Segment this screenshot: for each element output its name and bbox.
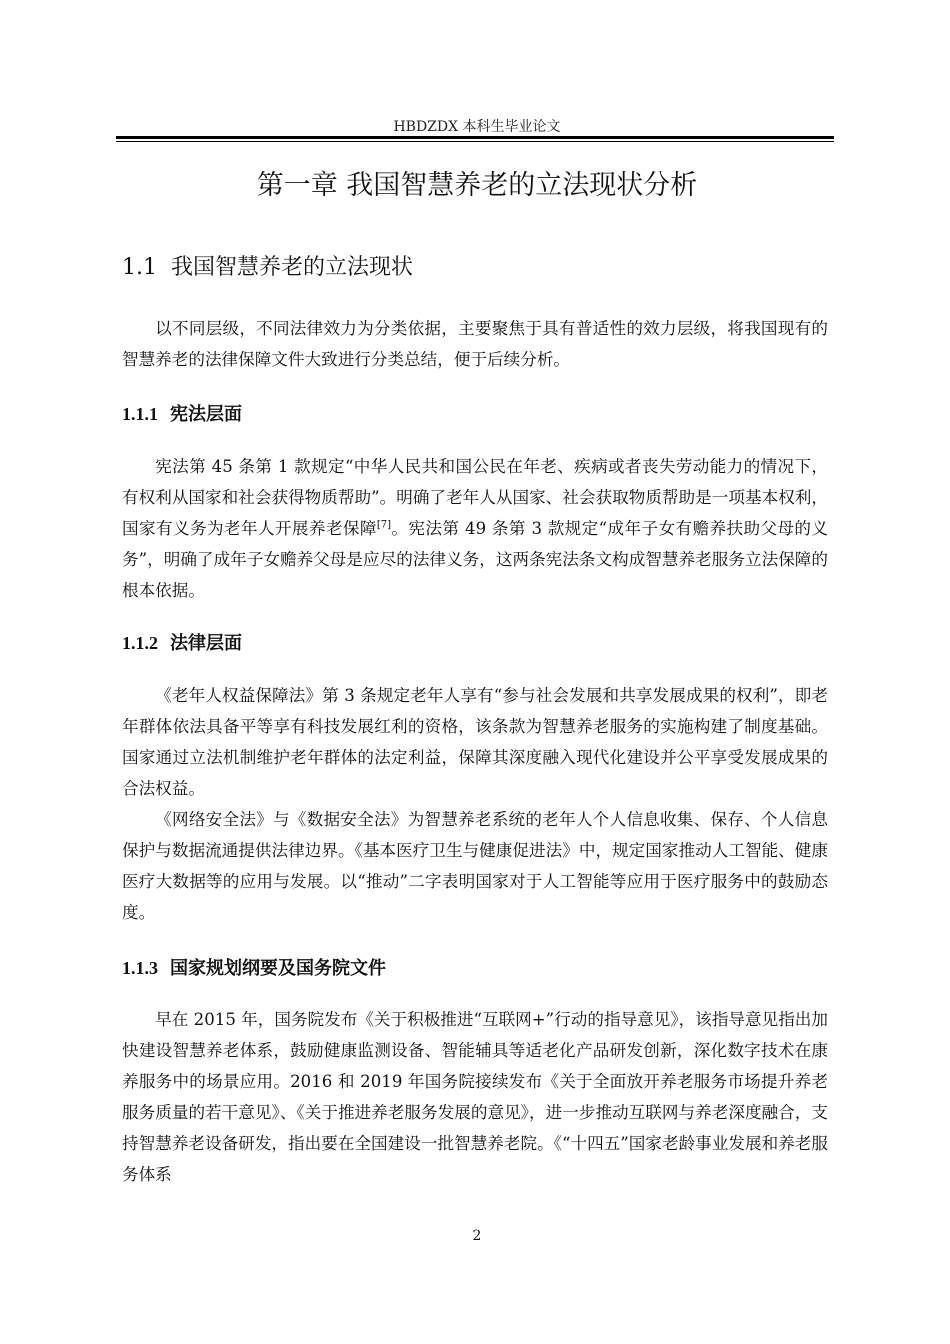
law-paragraph-2: 《网络安全法》与《数据安全法》为智慧养老系统的老年人个人信息收集、保存、个人信息保护与数据流通提供法律边界。《基本医疗卫生与健康促进法》中，规定国家推动人工智能、健康医疗大数据等的应用与发展。以“推动”二字表明国家对于人工智能等应用于医疗服务中的鼓励态度。 <box>122 810 828 922</box>
section-title-text: 我国智慧养老的立法现状 <box>171 255 414 280</box>
constitution-text-part1: 宪法第 45 条第 1 款规定“中华人民共和国公民在年老、疾病或者丧失劳动能力的情况下，有权利从国家和社会获得物质帮助”。明确了老年人从国家、社会获取物质帮助是一项基本权利，国家有义务为老年人开展养老保障 <box>122 457 828 538</box>
header-rule-thin <box>116 141 834 142</box>
header-rule-thick <box>116 136 834 139</box>
chapter-title: 第一章 我国智慧养老的立法现状分析 <box>256 170 698 201</box>
subsection-heading-1-1-1 <box>122 400 242 426</box>
section-heading-1-1 <box>122 250 413 281</box>
citation-marker: [7] <box>376 519 392 531</box>
subsection-number: 1.1.1 <box>122 404 158 424</box>
subsection-title-text: 法律层面 <box>170 633 242 654</box>
constitution-text-part2: 。宪法第 49 条第 3 款规定“成年子女有赡养扶助父母的义务”，明确了成年子女赡养父母是应尽的法律义务，这两条宪法条文构成智慧养老服务立法保障的根本依据。 <box>122 519 828 600</box>
section-number: 1.1 <box>122 255 157 280</box>
running-header: HBDZDX 本科生毕业论文 <box>393 119 561 135</box>
subsection-title-text: 国家规划纲要及国务院文件 <box>170 958 386 979</box>
law-paragraph-1: 《老年人权益保障法》第 3 条规定老年人享有“参与社会发展和共享发展成果的权利”，即老年群体依法具备平等享有科技发展红利的资格，该条款为智慧养老服务的实施构建了制度基础。国家通过立法机制维护老年群体的法定利益，保障其深度融入现代化建设并公平享受发展成果的合法权益。 <box>122 686 828 798</box>
subsection-number: 1.1.2 <box>122 633 158 653</box>
page-number: 2 <box>472 1228 482 1244</box>
constitution-paragraph <box>122 451 828 606</box>
subsection-number: 1.1.3 <box>122 958 158 978</box>
subsection-heading-1-1-3 <box>122 954 386 980</box>
subsection-title-text: 宪法层面 <box>170 404 242 425</box>
subsection-heading-1-1-2 <box>122 629 242 655</box>
policy-paragraph: 早在 2015 年，国务院发布《关于积极推进“互联网+”行动的指导意见》，该指导意见指出加快建设智慧养老体系，鼓励健康监测设备、智能辅具等适老化产品研发创新，深化数字技术在康养服务中的场景应用。2016 和 2019 年国务院接续发布《关于全面放开养老服务市场提升养老服务质量的若干意见》、《关于推进养老服务发展的意见》，进一步推动互联网与养老深度融合，支持智慧养老设备研发，指出要在全国建设一批智慧养老院。《“十四五”国家老龄事业发展和养老服务体系 <box>122 1010 828 1184</box>
intro-paragraph: 以不同层级，不同法律效力为分类依据，主要聚焦于具有普适性的效力层级，将我国现有的智慧养老的法律保障文件大致进行分类总结，便于后续分析。 <box>122 319 828 369</box>
